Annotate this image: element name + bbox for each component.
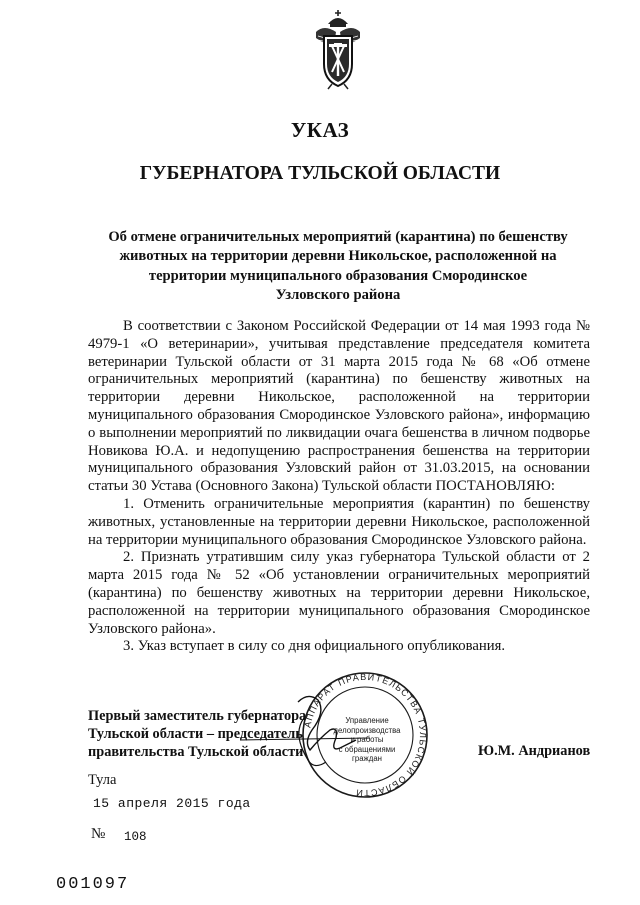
stamp-line: граждан [352,754,382,764]
subject-line: Узловского района [275,286,401,303]
clause-paragraph: 3. Указ вступает в силу со дня официального опубликования. [123,638,506,655]
signer-role-line: правительства Тульской области [88,744,304,760]
clause-paragraph: 1. Отменить ограничительные мероприятия (карантин) по бешенству животных, установленные на территории деревни Никольское, расположенной на территории муниципального образования Смородинское Узловского района. [88,495,590,548]
signer-name: Ю.М. Андрианов [478,743,591,759]
stamp-line: Управление [345,716,389,725]
document-type-title: УКАЗ [290,118,350,142]
signer-role-line: Тульской области – председатель [88,726,303,742]
tula-coat-of-arms-icon [312,10,364,90]
serial-number: 001097 [56,875,130,894]
stamp-line: и работы [350,735,384,745]
decree-number: 108 [124,830,147,844]
signer-role-line: Первый заместитель губернатора [88,708,307,724]
number-sign: № [91,826,106,842]
handwritten-signature [180,690,430,780]
subject-line: Об отмене ограничительных мероприятий (карантина) по бешенству [108,229,568,245]
subject-line: животных на территории деревни Никольское, расположенной на [119,248,557,265]
subject-line: территории муниципального образования Смородинское [148,267,528,284]
clause-paragraph: 2. Признать утратившим силу указ губернатора Тульской области от 2 марта 2015 года № 52 «Об установлении ограничительных мероприятий (карантина) по бешенству животных на территории деревни Никольское, расположенной на территории муниципального образования Смородинское Узловского района». [88,549,590,637]
preamble-paragraph: В соответствии с Законом Российской Федерации от 14 мая 1993 года № 4979-1 «О ветеринарии», учитывая представление председателя комитета ветеринарии Тульской области от 31 марта 2015 года № 68 «Об отмене ограничительных мероприятий (карантина) по бешенству животных на территории деревни Никольское, расположенной на территории муниципального образования Смородинское Узловского района», информацию о выполнении мероприятий по ликвидации очага бешенства в личном подворье Новикова Ю.А. и недопущению распространения бешенства на территории муниципального образования Узловский район от 31.03.2015, на основании статьи 30 Устава (Основного Закона) Тульской области ПОСТАНОВЛЯЮ: [88,318,590,495]
decree-body [88,318,590,656]
decree-subject [100,228,576,305]
stamp-ring-text: АППАРАТ ПРАВИТЕЛЬСТВА ТУЛЬСКОЙ ОБЛАСТИ [302,671,429,799]
decree-date: 15 апреля 2015 года [93,796,251,811]
issuer-title: ГУБЕРНАТОРА ТУЛЬСКОЙ ОБЛАСТИ [139,163,501,184]
place-of-signing: Тула [88,772,117,788]
stamp-line: с обращениями [338,744,396,754]
stamp-line: делопроизводства [333,725,401,735]
